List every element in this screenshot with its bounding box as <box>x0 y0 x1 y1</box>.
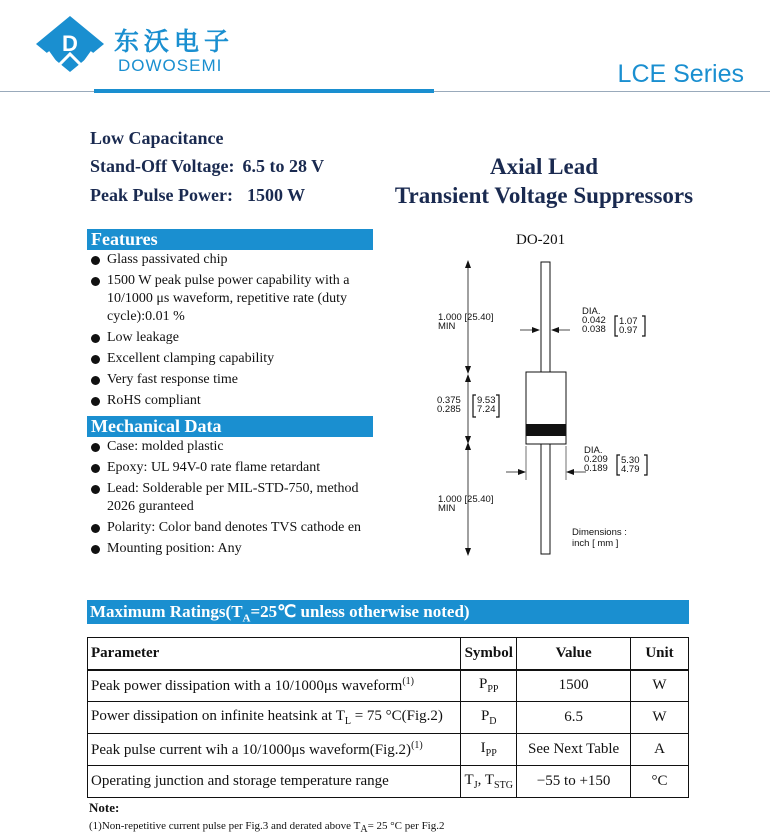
list-item: Glass passivated chip <box>90 251 380 269</box>
unit-cell: A <box>631 734 689 766</box>
list-item: Polarity: Color band denotes TVS cathode en <box>90 519 390 537</box>
table-row <box>88 670 689 702</box>
spec-standoff-label: Stand-Off Voltage: <box>90 156 235 176</box>
value-cell: See Next Table <box>517 734 631 766</box>
lead-dia-label: DIA. <box>582 306 601 317</box>
param-cell: Peak pulse current wih a 10/1000μs $waveform(Fig.2)^{(1)}$ <box>88 734 461 766</box>
spec-standoff-value: 6.5 to 28 V <box>242 156 325 176</box>
value-cell: −55 to +150 <box>517 766 631 798</box>
cathode-band <box>526 424 566 436</box>
list-item: Low leakage <box>90 329 380 347</box>
col-value: Value <box>517 638 631 670</box>
unit-cell: W <box>631 670 689 702</box>
features-list <box>90 251 380 413</box>
lead-top <box>541 262 550 372</box>
package-outline-diagram <box>420 250 720 570</box>
list-item: Lead: Solderable per MIL-STD-750, method 2026 guranteed <box>90 480 390 516</box>
table-row <box>88 702 689 734</box>
body-dia-mm2: 4.79 <box>621 464 640 475</box>
table-header-row <box>88 638 689 670</box>
lead-dia-mm2: 0.97 <box>619 325 638 336</box>
svg-text:D: D <box>62 31 78 56</box>
symbol-cell: $I_{PP}$ <box>461 734 517 766</box>
col-symbol: Symbol <box>461 638 517 670</box>
body-length-mm2: 7.24 <box>477 404 496 415</box>
body-dia-mm: 5.30 <box>621 455 640 466</box>
page-header <box>0 0 770 96</box>
param-cell: Peak power dissipation with a 10/1000μs waveform$^{(1)}$ <box>88 670 461 702</box>
lead-length-bottom-min: MIN <box>438 503 456 514</box>
body-length-mm: 9.53 <box>477 395 496 406</box>
spec-low-capacitance: Low Capacitance <box>90 128 224 148</box>
brand-name-en: DOWOSEMI <box>118 56 223 75</box>
dowosemi-logo-icon <box>36 16 104 72</box>
table-row <box>88 766 689 798</box>
note-text: (1)Non-repetitive current pulse per Fig.3 and derated above $T_A= 25$ °C per Fig.2 <box>89 820 445 836</box>
value-cell: 6.5 <box>517 702 631 734</box>
spec-peak-power <box>90 185 305 206</box>
max-ratings-heading: Maximum $Ratings(T_A=25℃$ unless otherwise noted) <box>87 600 689 624</box>
table-row <box>88 734 689 766</box>
unit-cell: W <box>631 702 689 734</box>
body-dia-in: 0.209 <box>584 454 608 465</box>
value-cell: 1500 <box>517 670 631 702</box>
param-cell: Operating junction and storage temperature range <box>88 766 461 798</box>
doc-title-line1: Axial Lead <box>490 154 598 179</box>
lead-length-top: 1.000 [25.40] <box>438 312 494 323</box>
list-item: Case: molded plastic <box>90 438 390 456</box>
header-accent-bar <box>94 89 434 93</box>
list-item: Very fast response time <box>90 371 380 389</box>
spec-standoff-voltage <box>90 156 324 177</box>
doc-title-line2: Transient Voltage Suppressors <box>394 183 694 208</box>
dimensions-units: inch [ mm ] <box>572 538 619 549</box>
list-item: RoHS compliant <box>90 392 380 410</box>
body-length-in2: 0.285 <box>437 404 461 415</box>
lead-dia-mm: 1.07 <box>619 316 638 327</box>
series-title: LCE Series <box>617 60 744 88</box>
brand-name-cn: 东沃电子 <box>114 27 235 56</box>
list-item: Mounting position: Any <box>90 540 390 558</box>
symbol-cell: $P_{PP}$ <box>461 670 517 702</box>
spec-peak-value: 1500 W <box>246 185 306 205</box>
symbol-cell: $T_J$, $T_{STG}$ <box>461 766 517 798</box>
param-cell: Power dissipation on infinite heatsink at $T_L = 75$ °C(Fig.2) <box>88 702 461 734</box>
spec-peak-label: Peak Pulse Power: <box>90 185 233 205</box>
lead-dia-in2: 0.038 <box>582 324 606 335</box>
lead-length-top-min: MIN <box>438 321 456 332</box>
body-dia-label: DIA. <box>584 445 603 456</box>
mechanical-heading: Mechanical Data <box>87 416 373 437</box>
lead-length-bottom: 1.000 [25.40] <box>438 494 494 505</box>
body-dia-in2: 0.189 <box>584 463 608 474</box>
lead-bottom <box>541 444 550 554</box>
list-item: Epoxy: UL 94V-0 rate flame retardant <box>90 459 390 477</box>
mechanical-list <box>90 438 390 561</box>
features-heading: Features <box>87 229 373 250</box>
col-unit: Unit <box>631 638 689 670</box>
dimensions-note: Dimensions : <box>572 527 627 538</box>
body-length-in: 0.375 <box>437 395 461 406</box>
note-heading: Note: <box>89 800 120 815</box>
max-ratings-table <box>87 637 689 798</box>
lead-dia-in: 0.042 <box>582 315 606 326</box>
symbol-cell: $P_D$ <box>461 702 517 734</box>
col-parameter: Parameter <box>88 638 461 670</box>
package-name: DO-201 <box>516 232 566 248</box>
unit-cell: °C <box>631 766 689 798</box>
list-item: 1500 W peak pulse power capability with a 10/1000 μs waveform, repetitive rate (duty cycle):0.01 % <box>90 272 380 326</box>
list-item: Excellent clamping capability <box>90 350 380 368</box>
